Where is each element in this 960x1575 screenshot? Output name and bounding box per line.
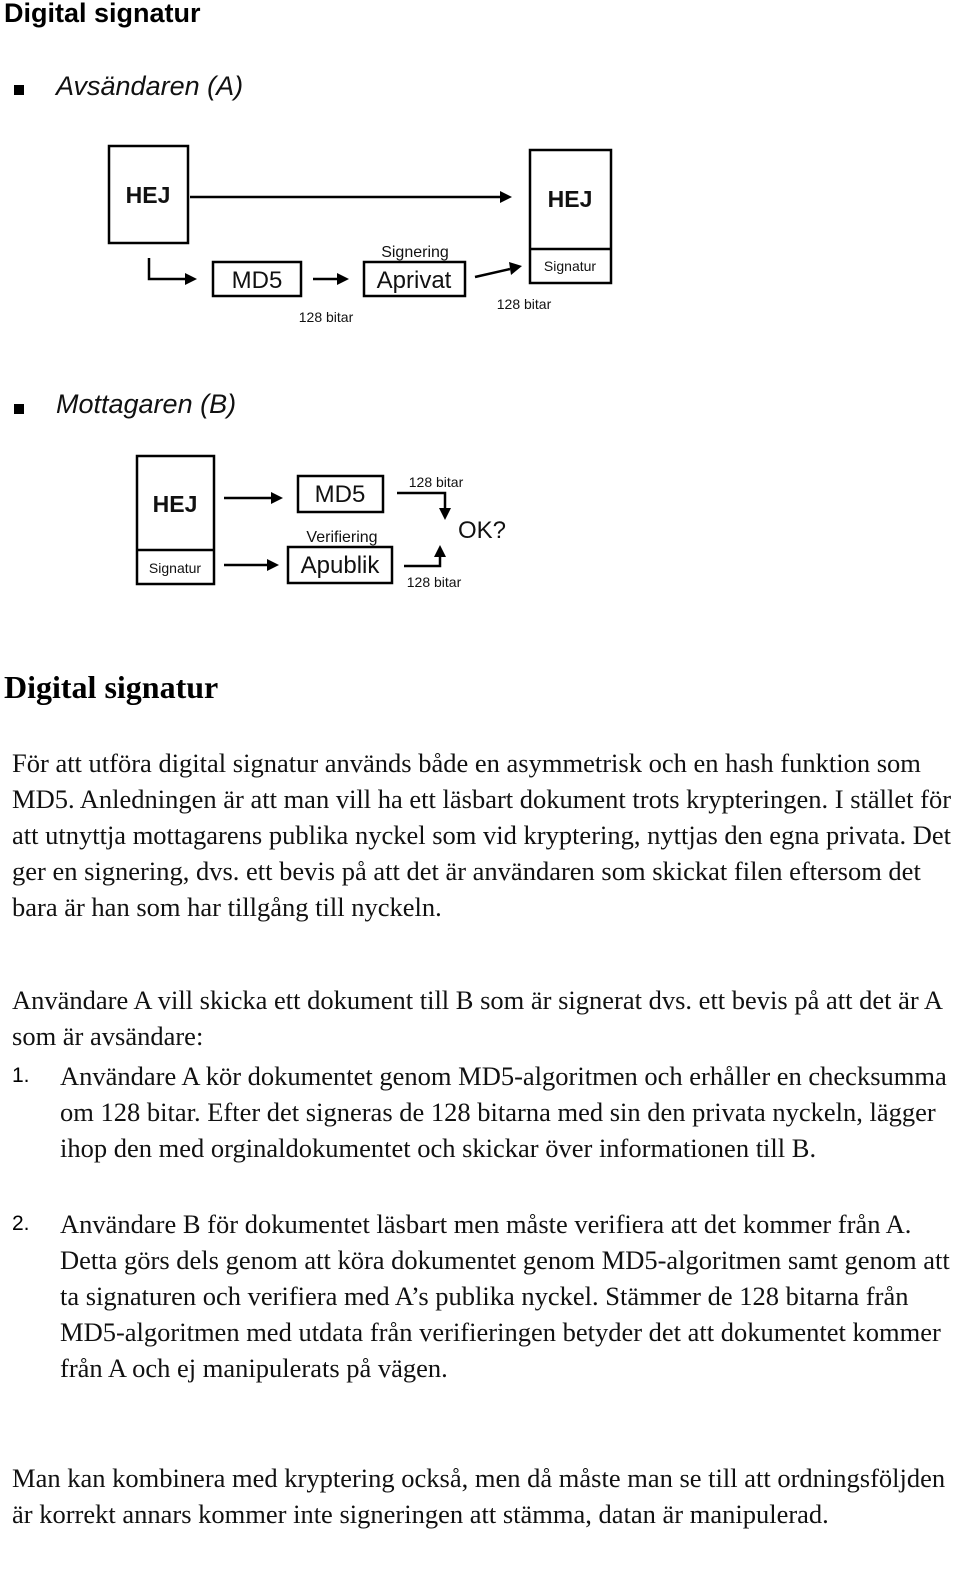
receiver-signature-slot-label: Signatur — [148, 560, 202, 576]
receiver-bullet — [14, 404, 24, 414]
article-scenario — [12, 982, 957, 1054]
sender-private-key-label: Aprivat — [376, 267, 452, 294]
arrow-head — [434, 545, 446, 557]
arrow-head — [500, 191, 512, 203]
step-number: 2. — [12, 1212, 30, 1235]
receiver-document-label: HEJ — [152, 491, 198, 517]
receiver-label: Mottagaren (B) — [56, 389, 237, 419]
arrow-head — [509, 262, 522, 275]
sender-signature-slot-label: Signatur — [543, 258, 597, 274]
article-title: Digital signatur — [4, 669, 219, 705]
sender-bits-label-md5: 128 bitar — [298, 309, 354, 325]
arrow-head — [185, 273, 197, 285]
sender-bits-label-signature: 128 bitar — [496, 296, 552, 312]
arrow-head — [267, 559, 279, 571]
intro-paragraph: För att utföra digital signatur används både en asymmetrisk och en hash funktion som MD5. Anledningen är att man vill ha ett läsbart dokument trots krypteringen. I stället för att utnyttja mottagarens publika nyckel som vid kryptering, nyttjas den egna privata. Det ger en signering, dvs. ett bevis på att det är användaren som skickat filen eftersom det bara är han som har tillgång till nyckeln. — [12, 748, 952, 922]
receiver-bits-label-top: 128 bitar — [408, 474, 464, 490]
arrow-head — [439, 508, 451, 520]
step-number: 1. — [12, 1064, 30, 1087]
step-text: Användare B för dokumentet läsbart men måste verifiera att det kommer från A. Detta görs dels genom att köra dokumentet genom MD5-algoritmen samt genom att ta signaturen och verifiera med A’s publika nyckel. Stämmer de 128 bitarna från MD5-algoritmen med utdata från verifieringen betyder det att dokumentet kommer från A och ej manipulerats på vägen. — [60, 1209, 950, 1383]
receiver-verification-label: Verifiering — [306, 529, 378, 546]
receiver-md5-label: MD5 — [314, 481, 366, 508]
step-text: Användare A kör dokumentet genom MD5-algoritmen och erhåller en checksumma om 128 bitar. Efter det signeras de 128 bitarna med sin den privata nyckeln, lägger ihop den med orginaldokumentet och skickar över informationen till B. — [60, 1061, 947, 1163]
sender-diagram — [0, 0, 960, 340]
sender-received-document-label: HEJ — [547, 186, 593, 212]
sender-signing-label: Signering — [381, 244, 449, 261]
scenario-paragraph: Användare A vill skicka ett dokument till B som är signerat dvs. ett bevis på att det är A som är avsändare: — [12, 985, 942, 1051]
receiver-bits-label-bottom: 128 bitar — [406, 574, 462, 590]
arrow-head — [271, 492, 283, 504]
receiver-diagram — [0, 430, 960, 600]
arrow-head — [337, 273, 349, 285]
article-intro — [12, 745, 957, 925]
receiver-public-key-label: Apublik — [300, 552, 380, 579]
page-heading: Digital signatur — [4, 0, 201, 28]
sender-label: Avsändaren (A) — [56, 71, 244, 101]
sender-md5-label: MD5 — [231, 267, 283, 294]
article-closing — [12, 1460, 957, 1532]
closing-paragraph: Man kan kombinera med kryptering också, men då måste man se till att ordningsföljden är korrekt annars kommer inte signeringen att stämma, datan är manipulerad. — [12, 1463, 946, 1529]
receiver-compare-label: OK? — [457, 517, 507, 544]
sender-document-label: HEJ — [125, 182, 171, 208]
